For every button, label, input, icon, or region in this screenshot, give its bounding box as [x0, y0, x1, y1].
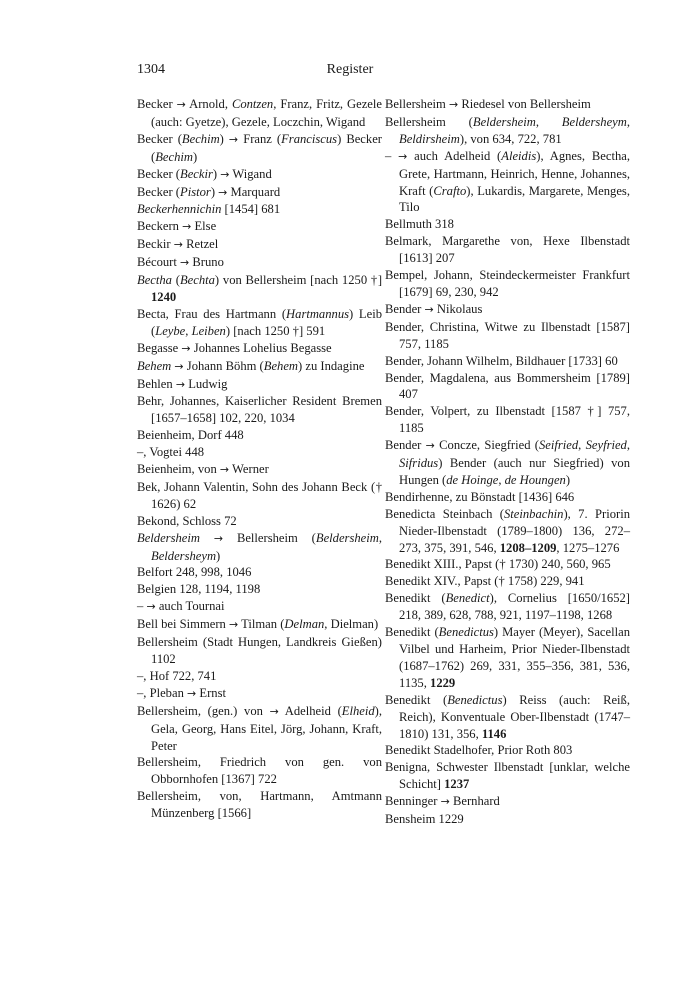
index-entry	[385, 624, 630, 692]
index-entry	[385, 556, 630, 573]
index-entry	[385, 353, 630, 370]
cross-reference-arrow-icon: →	[175, 377, 186, 391]
entry-text: Bectha	[137, 273, 172, 288]
entry-text: 1237	[444, 777, 470, 792]
cross-reference-arrow-icon: →	[425, 439, 435, 453]
entry-text: Beldirsheim	[399, 131, 460, 146]
entry-text	[200, 531, 214, 545]
entry-text: Beckir	[180, 166, 213, 181]
entry-text: ,	[578, 438, 586, 453]
cross-reference-arrow-icon: →	[220, 167, 230, 181]
cross-reference-arrow-icon: →	[181, 341, 191, 355]
cross-reference-arrow-icon: →	[182, 220, 192, 234]
index-entry	[385, 793, 630, 811]
entry-text: Benedikt (	[385, 692, 448, 707]
cross-reference-arrow-icon: →	[146, 600, 156, 614]
index-entry	[137, 685, 382, 703]
entry-text: ,	[378, 530, 382, 545]
index-entry	[385, 319, 630, 353]
entry-text: Beldersheym	[561, 114, 627, 129]
index-entry	[385, 96, 630, 114]
entry-text: Beldersheim	[137, 530, 200, 545]
entry-text: Benedictus	[438, 625, 494, 640]
entry-text: Riedesel von Bellersheim	[458, 97, 591, 111]
index-entry	[137, 184, 382, 202]
entry-text: 1146	[481, 726, 507, 741]
index-entry	[137, 598, 382, 616]
entry-text: Aleidis	[501, 148, 537, 163]
cross-reference-arrow-icon: →	[176, 98, 186, 111]
entry-text: Johannes Lohelius Begasse	[190, 340, 332, 355]
entry-text: Elheid	[341, 703, 375, 718]
entry-text: )	[212, 166, 221, 181]
entry-text: Benninger	[385, 794, 441, 809]
entry-text: )	[192, 149, 198, 164]
index-entry	[137, 358, 382, 376]
entry-text: Franz (	[238, 131, 282, 146]
index-entry	[385, 489, 630, 506]
cross-reference-arrow-icon: →	[187, 686, 197, 700]
index-entry	[137, 218, 382, 236]
index-entry	[385, 403, 630, 437]
index-entry	[137, 340, 382, 358]
index-entry	[137, 236, 382, 254]
entry-text: Becker (	[137, 184, 181, 199]
index-entry	[385, 370, 630, 404]
entry-text: Sifridus	[399, 456, 439, 471]
entry-text: Retzel	[182, 237, 219, 252]
entry-text: (	[171, 273, 180, 288]
cross-reference-arrow-icon: →	[269, 704, 279, 718]
entry-text: Franciscus	[281, 131, 338, 146]
index-entry	[137, 703, 382, 755]
entry-text: de Houngen	[504, 472, 566, 487]
index-entry	[137, 461, 382, 479]
entry-text: Bellersheim (	[223, 530, 316, 545]
entry-text: Bender	[385, 438, 426, 453]
index-entry	[137, 754, 382, 788]
index-entry	[137, 393, 382, 427]
index-entry	[137, 427, 382, 444]
index-entry	[137, 616, 382, 634]
entry-text: Bekond, Schloss 72	[137, 513, 237, 528]
entry-text: Begasse	[137, 340, 182, 355]
cross-reference-arrow-icon: →	[398, 149, 408, 163]
entry-text: Hartmannus	[286, 306, 350, 321]
index-entry	[137, 96, 382, 131]
entry-text: )	[216, 548, 221, 563]
entry-text: ) Bender (auch nur Siegfried) von Hungen (	[399, 456, 630, 487]
entry-text: Bender	[385, 301, 425, 316]
entry-text: Contzen	[231, 97, 274, 111]
entry-text: Bernhard	[449, 794, 500, 809]
cross-reference-arrow-icon: →	[173, 238, 183, 252]
entry-text: Delman	[284, 617, 325, 632]
entry-text: auch Tournai	[155, 599, 225, 614]
index-entry	[137, 201, 382, 218]
index-entry	[385, 692, 630, 743]
entry-text: Behem	[137, 358, 172, 373]
entry-text: Benedikt XIV., Papst († 1758) 229, 941	[385, 574, 585, 589]
entry-text: Bensheim 1229	[385, 812, 464, 827]
index-entry	[137, 564, 382, 581]
entry-text: –, Pleban	[137, 685, 188, 700]
entry-text: ), Lukardis, Margarete, Menges, Tilo	[399, 183, 630, 215]
index-entry	[137, 581, 382, 598]
entry-text: Bellersheim, von, Hartmann, Amtmann Münzenberg [1566]	[137, 789, 382, 821]
entry-text: Bellersheim (	[385, 114, 473, 129]
entry-text: ,	[535, 114, 562, 129]
entry-text: ,	[626, 438, 631, 453]
index-entry	[385, 301, 630, 319]
entry-text: Becker	[137, 97, 177, 111]
index-column-right	[385, 96, 630, 828]
entry-text: Bellersheim, (gen.) von	[137, 703, 270, 718]
entry-text: ), Gela, Georg, Hans Eitel, Jörg, Johann, Kraft, Peter	[151, 703, 382, 753]
entry-text: Bendirhenne, zu Bönstadt [1436] 646	[385, 489, 575, 504]
entry-text: Benedikt XIII., Papst († 1730) 240, 560, 965	[385, 557, 611, 572]
entry-text: Benigna, Schwester Ilbenstadt [unklar, welche Schicht]	[385, 760, 630, 792]
entry-text: Bechim	[181, 131, 220, 146]
cross-reference-arrow-icon: →	[228, 132, 239, 146]
entry-text: Bruno	[189, 255, 224, 270]
page-number: 1304	[137, 62, 165, 77]
entry-text: Belgien 128, 1194, 1198	[137, 582, 261, 597]
entry-text: [1454] 681	[221, 202, 281, 217]
entry-text: ) Becker (	[151, 131, 382, 164]
entry-text: Johann Böhm (	[183, 358, 264, 373]
entry-text: Beckerhennichin	[137, 202, 222, 217]
cross-reference-arrow-icon: →	[424, 302, 434, 316]
entry-text: Beldersheim	[315, 530, 379, 545]
index-entry	[385, 233, 630, 267]
entry-text: Benedikt (	[385, 625, 439, 640]
entry-text: Benedikt Stadelhofer, Prior Roth 803	[385, 743, 573, 758]
entry-text: Seyfried	[585, 438, 627, 453]
entry-text: Marquard	[227, 184, 281, 199]
entry-text: auch Adelheid (	[407, 148, 502, 163]
cross-reference-arrow-icon: →	[440, 795, 450, 809]
entry-text: Concze, Siegfried (	[434, 438, 539, 453]
entry-text: Leiben	[191, 323, 226, 338]
entry-text: Bellmuth 318	[385, 217, 454, 232]
entry-text: Ernst	[196, 685, 226, 700]
index-entry	[137, 376, 382, 394]
index-entry	[385, 216, 630, 233]
cross-reference-arrow-icon: →	[229, 618, 239, 632]
running-header	[0, 62, 700, 80]
entry-text: Benedictus	[447, 692, 503, 707]
index-entry	[137, 272, 382, 306]
entry-text: Else	[191, 219, 217, 234]
entry-text: Nikolaus	[433, 301, 483, 316]
entry-text: )	[565, 472, 571, 487]
entry-text: Becker (	[137, 166, 181, 181]
cross-reference-arrow-icon: →	[213, 531, 224, 545]
index-entry	[385, 742, 630, 759]
entry-text: ), Agnes, Bectha, Grete, Hartmann, Heinrich, Henne, Johannes, Kraft (	[399, 148, 630, 198]
entry-text: 1240	[151, 289, 177, 304]
index-entry	[385, 267, 630, 301]
entry-text: –	[137, 599, 147, 614]
cross-reference-arrow-icon: →	[174, 359, 184, 373]
entry-text: Bellersheim, Friedrich von gen. von Obbornhofen [1367] 722	[137, 755, 382, 787]
index-entry	[137, 634, 382, 668]
entry-text: Crafto	[433, 183, 467, 198]
entry-text: ), Cornelius [1650/1652] 218, 389, 628, 788, 921, 1197–1198, 1268	[399, 591, 630, 623]
entry-text: Behlen	[137, 376, 176, 391]
cross-reference-arrow-icon: →	[449, 98, 459, 111]
index-entry	[137, 788, 382, 822]
entry-text: de Hoinge	[446, 472, 499, 487]
entry-text: ) zu Indagine	[298, 358, 365, 373]
entry-text: Beldersheim	[472, 114, 536, 129]
entry-text: )	[210, 184, 219, 199]
index-entry	[385, 114, 630, 148]
entry-text: Beckern	[137, 219, 183, 234]
index-entry	[385, 506, 630, 557]
entry-text: –, Vogtei 448	[137, 445, 205, 460]
entry-text: –, Hof 722, 741	[137, 668, 217, 683]
entry-text: Benedikt (	[385, 591, 446, 606]
entry-text: , Franz, Fritz, Gezele (auch: Gyetze), Gezele, Loczchin, Wigand	[151, 97, 382, 129]
entry-text: Steinbachin	[503, 506, 564, 521]
cross-reference-arrow-icon: →	[218, 185, 228, 199]
entry-text: ,	[185, 323, 192, 338]
entry-text: Bender, Volpert, zu Ilbenstadt [1587 †] 757, 1185	[385, 404, 630, 436]
index-entry	[137, 131, 382, 166]
entry-text: Tilman (	[238, 617, 285, 632]
entry-text: ) [nach 1250 †] 591	[225, 323, 326, 338]
index-entry	[385, 437, 630, 489]
entry-text: Beldersheym	[151, 548, 217, 563]
entry-text: Bender, Christina, Witwe zu Ilbenstadt [1587] 757, 1185	[385, 319, 630, 351]
entry-text: –	[385, 148, 399, 163]
entry-text: Bellersheim	[385, 97, 450, 111]
index-entry	[385, 811, 630, 828]
index-column-left	[137, 96, 382, 822]
entry-text: Arnold,	[185, 97, 232, 111]
cross-reference-arrow-icon: →	[219, 463, 230, 477]
entry-text: Becta, Frau des Hartmann (	[137, 306, 287, 321]
index-entry	[385, 148, 630, 217]
running-title: Register	[326, 62, 374, 77]
entry-text: Wigand	[229, 166, 272, 181]
entry-text: Bender, Magdalena, aus Bommersheim [1789] 407	[385, 370, 630, 402]
entry-text: ) Mayer (Meyer), Sacellan Vilbel und Harheim, Prior Nieder-Ilbenstadt (1687–1762) 269, 331, 355–356, 381, 536, 1135,	[399, 625, 630, 690]
entry-text: Beckir	[137, 237, 174, 252]
index-entry	[137, 513, 382, 530]
index-entry	[137, 306, 382, 340]
entry-text: Seifried	[538, 438, 579, 453]
entry-text: Bechim	[155, 149, 193, 164]
entry-text: Benedicta Steinbach (	[385, 506, 504, 521]
entry-text: Belmark, Margarethe von, Hexe Ilbenstadt [1613] 207	[385, 234, 630, 266]
entry-text: ), von 634, 722, 781	[459, 131, 562, 146]
entry-text: ), 7. Priorin Nieder-Ilbenstadt (1789–1800) 136, 272–273, 375, 391, 546,	[399, 506, 630, 555]
index-entry	[137, 444, 382, 461]
entry-text: ) von Bellersheim [nach 1250 †]	[214, 273, 383, 288]
entry-text: Bellersheim (Stadt Hungen, Landkreis Gießen) 1102	[137, 635, 382, 666]
entry-text: Adelheid (	[278, 703, 342, 718]
entry-text: ,	[498, 472, 505, 487]
entry-text: Bécourt	[137, 255, 181, 270]
entry-text: Behr, Johannes, Kaiserlicher Resident Bremen [1657–1658] 102, 220, 1034	[137, 394, 382, 426]
cross-reference-arrow-icon: →	[180, 256, 190, 270]
entry-text: ) Reiss (auch: Reiß, Reich), Konventuale Ober-Ilbenstadt (1747–1810) 131, 356,	[399, 692, 630, 741]
index-entry	[137, 166, 382, 184]
entry-text: Bempel, Johann, Steindeckermeister Frankfurt [1679] 69, 230, 942	[385, 268, 630, 299]
index-entry	[137, 668, 382, 685]
entry-text: Beienheim, Dorf 448	[137, 428, 244, 443]
entry-text: Behem	[263, 358, 299, 373]
entry-text: )	[219, 131, 229, 146]
index-entry	[385, 573, 630, 590]
entry-text: Bek, Johann Valentin, Sohn des Johann Beck († 1626) 62	[137, 479, 382, 511]
entry-text: Bender, Johann Wilhelm, Bildhauer [1733] 60	[385, 353, 618, 368]
entry-text: Ludwig	[185, 376, 228, 391]
index-entry	[385, 590, 630, 624]
entry-text: ,	[626, 114, 630, 129]
entry-text: , 1275–1276	[556, 540, 620, 555]
entry-text: Bechta	[179, 273, 215, 288]
index-entry	[137, 254, 382, 272]
entry-text: Leybe	[155, 323, 186, 338]
entry-text: ) Leib (	[151, 306, 383, 338]
entry-text: 1229	[430, 675, 456, 690]
entry-text: 1208–1209	[499, 540, 557, 555]
entry-text: Werner	[229, 462, 269, 477]
index-entry	[385, 759, 630, 793]
index-entry	[137, 530, 382, 565]
entry-text: Belfort 248, 998, 1046	[137, 565, 252, 580]
index-entry	[137, 479, 382, 513]
entry-text: Becker (	[137, 131, 182, 146]
entry-text: Benedict	[445, 591, 490, 606]
entry-text: Beienheim, von	[137, 462, 220, 477]
entry-text: Pistor	[180, 184, 211, 199]
entry-text: Bell bei Simmern	[137, 617, 229, 632]
entry-text: , Dielman)	[324, 617, 379, 632]
